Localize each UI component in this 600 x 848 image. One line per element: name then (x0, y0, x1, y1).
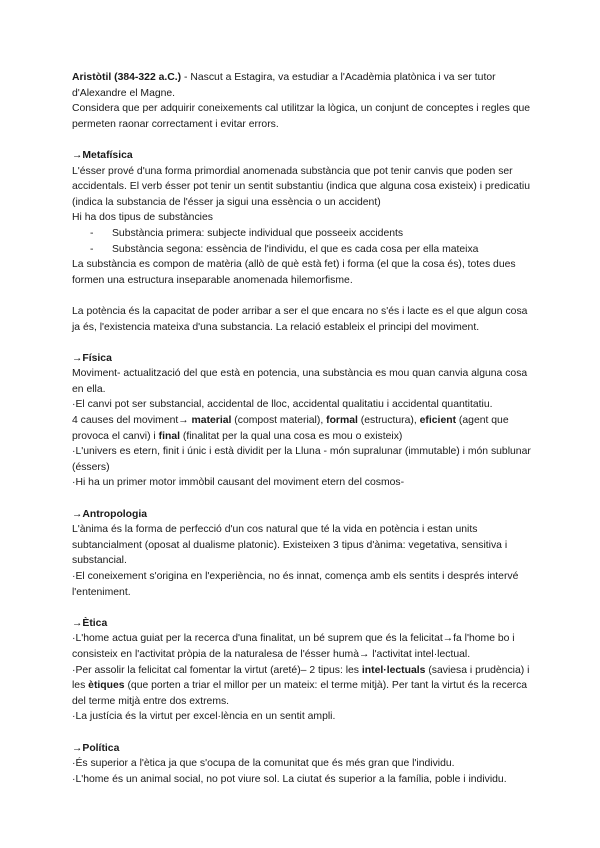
metafisica-paragraph-3: La potència és la capacitat de poder arribar a ser el que encara no s'és i lacte es el que algun cosa ja és, l'existencia mateixa d'una substancia. La relació estableix el principi del moviment. (72, 305, 528, 333)
intro-paragraph (72, 70, 532, 101)
causes-text: (estructura), (357, 415, 420, 427)
etica-paragraph-1: ·L'home actua guiat per la recerca d'una finalitat, un bé suprem que és la felicitat→fa l'home bo i consisteix en l'activitat pròpia de la naturalesa de l'ésser humà→ l'activitat intel·lectual. (72, 633, 515, 660)
fisica-paragraph-2: ·El canvi pot ser substancial, accidental de lloc, accidental qualitatiu i accidental quantitatiu. (72, 399, 493, 411)
etica-text: ·Per assolir la felicitat cal fomentar la virtut (areté)– 2 tipus: les (72, 664, 362, 676)
list-item: - Substància segona: essència de l'individu, el que es cada cosa per ella mateixa (90, 242, 532, 258)
section-heading-etica: →Ètica (72, 617, 108, 629)
fisica-paragraph-5: ·Hi ha un primer motor immòbil causant del moviment etern del cosmos- (72, 477, 405, 489)
document-body (72, 70, 532, 787)
etica-text: (que porten a triar el millor per un mateix: el terme mitjà). Per tant la virtut és la recerca del terme mitjà entre dos extrems. (72, 680, 528, 707)
fisica-paragraph-1: Moviment- actualització del que està en potencia, una substància es mou quan canvia alguna cosa en ella. (72, 368, 528, 395)
intro-title: Aristòtil (384-322 a.C.) (72, 72, 182, 83)
etica-paragraph-2 (72, 663, 532, 710)
politica-paragraph-2: ·L'home és un animal social, no pot viure sol. La ciutat és superior a la família, poble i individu. (72, 773, 507, 785)
cause-formal: formal (326, 415, 358, 427)
section-heading-metafisica: →Metafísica (72, 149, 133, 161)
antropologia-paragraph-2: ·El coneixement s'origina en l'experiència, no és innat, comença amb els sentits i després intervé l'enteniment. (72, 571, 519, 598)
etica-text: (saviesa i prudència) i les (72, 664, 530, 692)
substance-types-list (72, 226, 532, 257)
intro-bio: - Nascut a Estagira, va estudiar a l'Acadèmia platònica i va ser tutor d'Alexandre el Magne. (72, 72, 496, 99)
section-heading-fisica: →Física (72, 352, 112, 364)
metafisica-paragraph-1: L'ésser prové d'una forma primordial anomenada substància que pot tenir canvis que poden ser accidentals. El verb ésser pot tenir un sentit substantiu (indica que alguna cosa existeix) i predicatiu (indica la substancia de l'ésser ja sigui una essència o un accident) (72, 165, 531, 208)
list-item: - Substància primera: subjecte individual que posseeix accidents (90, 226, 532, 242)
cause-material: material (191, 415, 232, 427)
causes-text: (compost material), (231, 415, 327, 427)
fisica-causes-paragraph (72, 413, 532, 444)
antropologia-paragraph-1: L'ànima és la forma de perfecció d'un cos natural que té la vida en potència i estan units subtancialment (oposat al dualisme platonic). Existeixen 3 tipus d'ànima: vegetativa, sensitiva i substancial. (72, 524, 508, 567)
virtue-ethical: ètiques (88, 680, 125, 692)
cause-final: final (158, 430, 181, 442)
etica-paragraph-3: ·La justícia és la virtut per excel·lència en un sentit ampli. (72, 711, 336, 723)
politica-paragraph-1: ·És superior a l'ètica ja que s'ocupa de la comunitat que és més gran que l'individu. (72, 758, 455, 770)
metafisica-types-intro: Hi ha dos tipus de substàncies (72, 212, 213, 224)
virtue-intellectual: intel·lectuals (361, 664, 426, 676)
cause-eficient: eficient (419, 415, 457, 427)
causes-text: (finalitat per la qual una cosa es mou o existeix) (180, 430, 403, 442)
metafisica-paragraph-2: La substància es compon de matèria (allò de què està fet) i forma (el que la cosa és), totes dues formen una estructura inseparable anomenada hilemorfisme. (72, 259, 516, 286)
causes-text: (agent que provoca el canvi) i (72, 415, 509, 442)
fisica-paragraph-4: ·L'univers es etern, finit i únic i està dividit per la Lluna - món supralunar (immutable) i món sublunar (éssers) (72, 446, 531, 473)
causes-text: 4 causes del moviment→ (72, 415, 192, 427)
intro-logic: Considera que per adquirir coneixements cal utilitzar la lògica, un conjunt de conceptes i regles que permeten raonar correctament i evitar errors. (72, 103, 531, 130)
section-heading-antropologia: →Antropologia (72, 508, 148, 520)
section-heading-politica: →Política (72, 742, 120, 754)
